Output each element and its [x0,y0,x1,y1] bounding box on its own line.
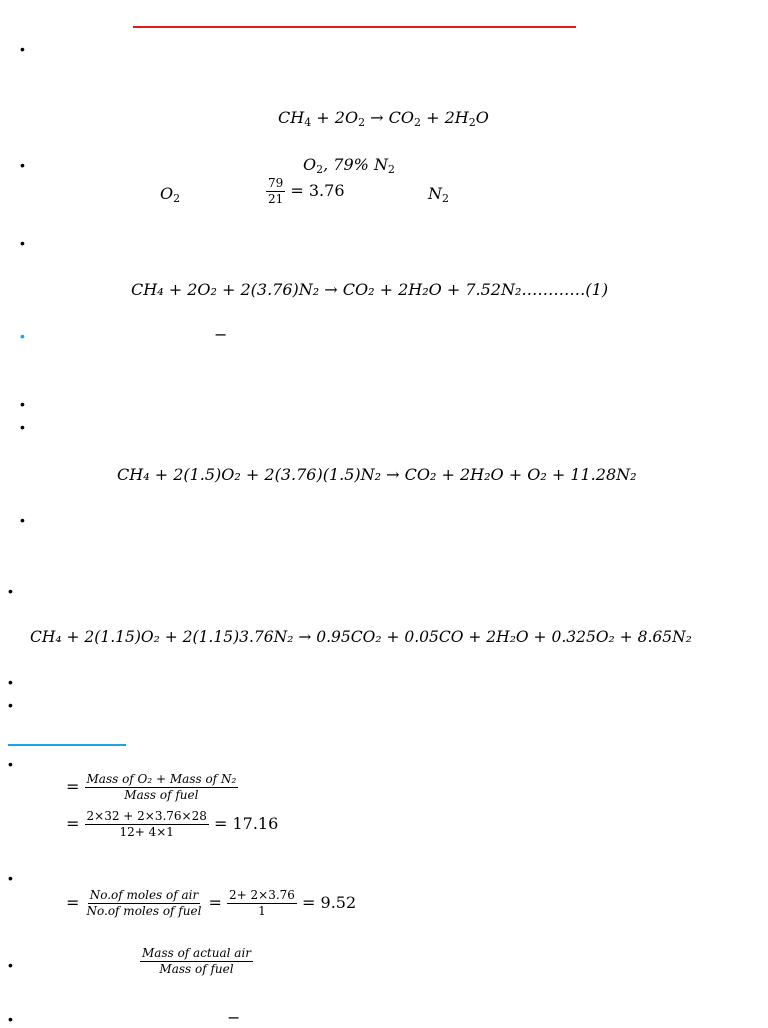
afr-mole-result: = 9.52 [302,893,357,912]
bullet: • [8,674,13,690]
combustion-equation: $CH_4 + 2O_2 \to CO_2 + 2H_2O$ [278,108,489,129]
bullet: • [20,41,25,57]
bullet: • [20,419,25,435]
o2-symbol: $O_2$ [160,184,181,205]
afr-mass-result: = 17.16 [213,814,279,833]
bullet: • [8,957,13,973]
excess-air-equation: CH₄ + 2(1.5)O₂ + 2(3.76)(1.5)N₂ → CO₂ + 2H₂O + O₂ + 11.28N₂ [117,465,637,484]
afr-mole-calculation: = $\frac{\text{No.of moles of air}}{\text{No.of moles of fuel}}$ = $\frac{2+ 2\times 3.76}{1}$ = 9.52 [66,888,357,918]
bullet: • [20,157,25,173]
incomplete-combustion-equation: CH₄ + 2(1.15)O₂ + 2(1.15)3.76N₂ → 0.95CO₂ + 0.05CO + 2H₂O + 0.325O₂ + 8.65N₂ [30,628,692,646]
afr-mass-calculation: = $\frac{2\times 32 + 2\times 3.76\times 28}{12+ 4\times 1}$ = 17.16 [66,809,279,839]
bullet-accent: • [20,328,25,344]
bullet: • [20,396,25,412]
dash: − [227,1008,241,1027]
bullet: • [8,697,13,713]
bullet: • [20,512,25,528]
bullet: • [20,235,25,251]
section-underline [8,744,126,746]
air-composition: $O_2$, 79% $N_2$ [303,155,395,176]
stoichiometric-air-equation: CH₄ + 2O₂ + 2(3.76)N₂ → CO₂ + 2H₂O + 7.52N₂…………(1) [131,280,609,299]
bullet: • [8,756,13,772]
ratio-value: = 3.76 [290,181,345,200]
n2-ratio [266,176,345,207]
n2-symbol: $N_2$ [428,184,449,205]
title-underline [133,26,576,28]
bullet: • [8,583,13,599]
ratio-denominator: 21 [268,192,284,206]
bullet: • [8,870,13,886]
afr-mass-definition: = $\frac{\text{Mass of O₂ + Mass of N₂}}{\text{Mass of fuel}}$ [66,772,237,802]
bullet: • [8,1011,13,1027]
actual-air-ratio: $\frac{\text{Mass of actual air}}{\text{Mass of fuel}}$ [142,946,252,976]
ratio-numerator: 79 [268,176,284,190]
dash: − [214,325,228,344]
